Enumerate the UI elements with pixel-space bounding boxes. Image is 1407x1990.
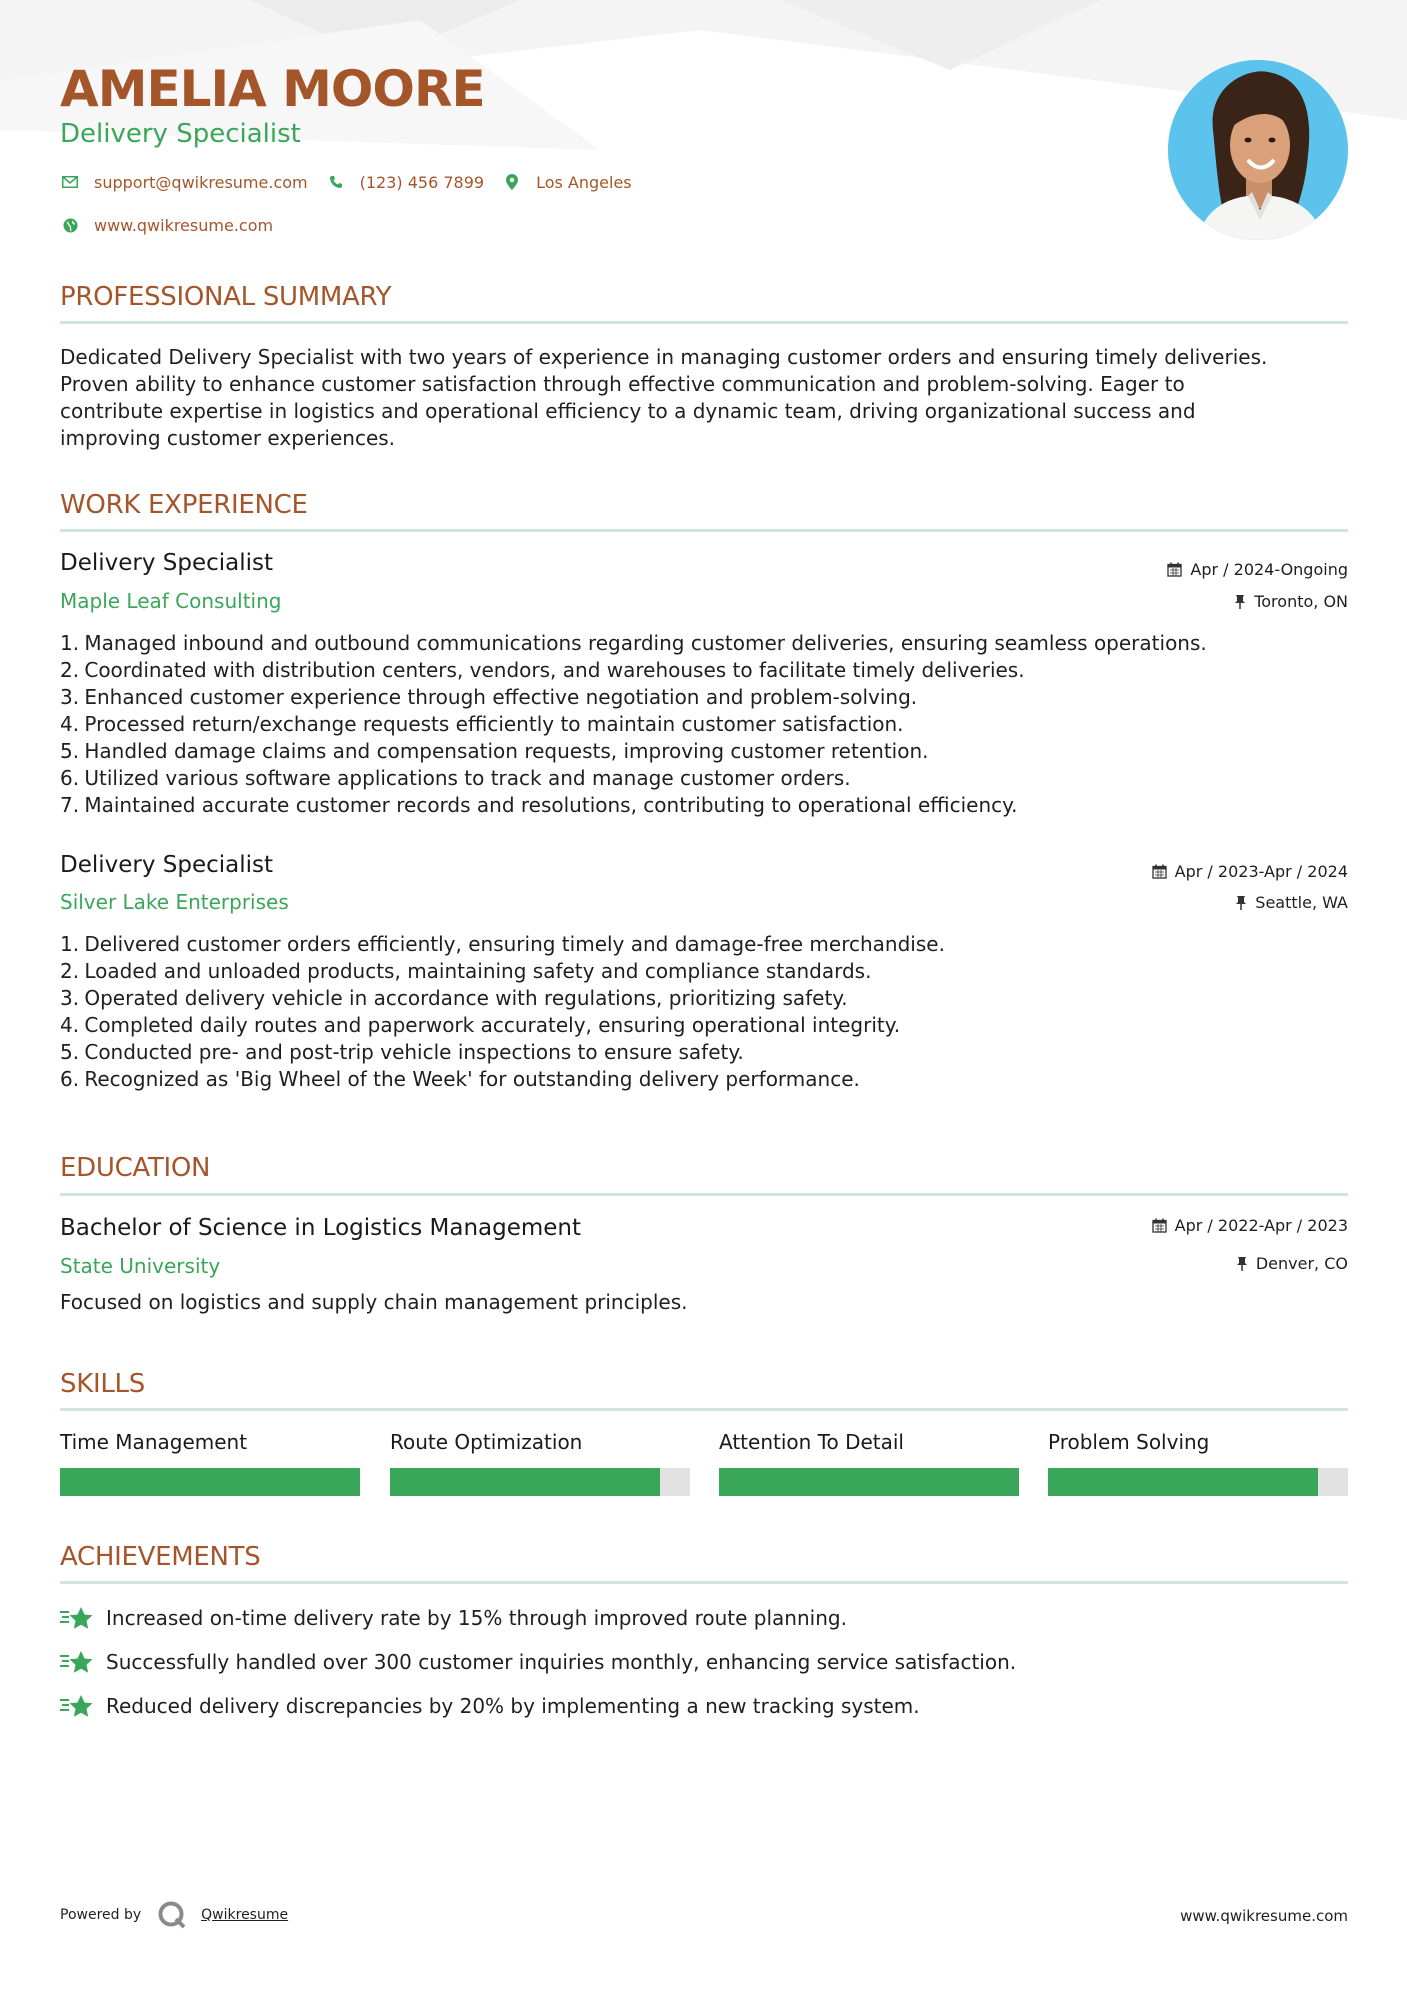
profile-photo [1168,60,1348,240]
qwikresume-link[interactable]: Qwikresume [201,1907,289,1923]
achievement-item [60,1605,847,1631]
job-bullets [60,630,1348,819]
job-location-text: Toronto, ON [1254,592,1348,611]
section-divider [60,1193,1348,1196]
section-divider [60,529,1348,532]
phone-text: (123) 456 7899 [359,172,485,192]
location-text: Los Angeles [536,172,632,192]
achievement-text: Reduced delivery discrepancies by 20% by implementing a new tracking system. [106,1694,920,1718]
school-name: State University [60,1254,221,1278]
achievement-item [60,1649,1016,1675]
skill-item [390,1430,690,1454]
qwikresume-logo-icon [157,1900,187,1930]
section-title-skills: SKILLS [60,1369,145,1399]
job-title: Delivery Specialist [60,852,274,878]
skill-label: Route Optimization [390,1430,583,1454]
pushpin-icon [1234,594,1246,610]
job-location [1234,592,1348,611]
education-location-text: Denver, CO [1255,1254,1348,1273]
contact-row-secondary [60,215,291,235]
website-link[interactable]: www.qwikresume.com [94,215,274,235]
section-title-education: EDUCATION [60,1153,211,1183]
footer-website-link[interactable]: www.qwikresume.com [1180,1907,1348,1925]
skill-bar-track [60,1468,360,1496]
contact-row-primary [60,172,650,192]
skill-bar-track [1048,1468,1348,1496]
star-badge-icon [60,1605,96,1631]
education-dates [1152,1216,1348,1235]
star-badge-icon [60,1693,96,1719]
candidate-role: Delivery Specialist [60,119,301,149]
section-title-summary: PROFESSIONAL SUMMARY [60,282,392,312]
calendar-icon [1152,864,1167,879]
pushpin-icon [1236,1256,1248,1272]
list-item: 7. Maintained accurate customer records and resolutions, contributing to operational efficiency. [60,793,1018,817]
summary-line: contribute expertise in logistics and operational efficiency to a dynamic team, driving organizational success and [60,399,1196,423]
email-link[interactable]: support@qwikresume.com [94,172,308,192]
resume-page [60,0,1348,1990]
skill-label: Time Management [60,1430,248,1454]
skill-item [60,1430,360,1454]
skill-item [1048,1430,1348,1454]
skill-bar-fill [1048,1468,1318,1496]
summary-line: Proven ability to enhance customer satisfaction through effective communication and problem-solving. Eager to [60,372,1185,396]
achievement-text: Increased on-time delivery rate by 15% through improved route planning. [106,1606,847,1630]
section-title-achievements: ACHIEVEMENTS [60,1542,261,1572]
job-dates [1152,862,1348,881]
company-name: Silver Lake Enterprises [60,890,289,914]
list-item: 6. Utilized various software applications to track and manage customer orders. [60,766,851,790]
list-item: 4. Completed daily routes and paperwork accurately, ensuring operational integrity. [60,1013,901,1037]
list-item: 4. Processed return/exchange requests efficiently to maintain customer satisfaction. [60,712,904,736]
list-item: 6. Recognized as 'Big Wheel of the Week' for outstanding delivery performance. [60,1067,860,1091]
skill-bar-fill [719,1468,1019,1496]
company-name: Maple Leaf Consulting [60,589,282,613]
skill-item [719,1430,1019,1454]
job-location-text: Seattle, WA [1255,893,1348,912]
education-location [1236,1254,1348,1273]
map-pin-icon [502,172,522,192]
summary-paragraph [60,344,1348,452]
envelope-icon [60,172,80,192]
skill-bar-track [390,1468,690,1496]
degree-title: Bachelor of Science in Logistics Management [60,1215,582,1241]
list-item: 5. Handled damage claims and compensation requests, improving customer retention. [60,739,929,763]
section-divider [60,1581,1348,1584]
list-item: 3. Operated delivery vehicle in accordance with regulations, prioritizing safety. [60,986,848,1010]
phone-icon [326,172,346,192]
list-item: 5. Conducted pre- and post-trip vehicle inspections to ensure safety. [60,1040,744,1064]
pushpin-icon [1235,895,1247,911]
list-item: 3. Enhanced customer experience through effective negotiation and problem-solving. [60,685,918,709]
skill-label: Problem Solving [1048,1430,1210,1454]
education-dates-text: Apr / 2022-Apr / 2023 [1174,1216,1348,1235]
candidate-name: AMELIA MOORE [60,60,485,118]
skill-bar-track [719,1468,1019,1496]
skill-bar-fill [390,1468,660,1496]
job-location [1235,893,1348,912]
job-bullets [60,931,1348,1093]
globe-icon [60,215,80,235]
section-divider [60,321,1348,324]
job-dates [1167,560,1348,579]
star-badge-icon [60,1649,96,1675]
list-item: 1. Delivered customer orders efficiently, ensuring timely and damage-free merchandise. [60,932,945,956]
achievement-item [60,1693,920,1719]
job-title: Delivery Specialist [60,550,274,576]
summary-line: improving customer experiences. [60,426,396,450]
list-item: 2. Loaded and unloaded products, maintaining safety and compliance standards. [60,959,872,983]
job-dates-text: Apr / 2023-Apr / 2024 [1174,862,1348,881]
powered-by-label: Powered by [60,1907,142,1923]
section-divider [60,1408,1348,1411]
summary-line: Dedicated Delivery Specialist with two years of experience in managing customer orders and ensuring timely deliveries. [60,345,1268,369]
education-description: Focused on logistics and supply chain management principles. [60,1290,688,1314]
footer-powered-by [60,1900,288,1930]
skill-bar-fill [60,1468,360,1496]
list-item: 1. Managed inbound and outbound communications regarding customer deliveries, ensuring seamless operations. [60,631,1207,655]
calendar-icon [1152,1218,1167,1233]
achievement-text: Successfully handled over 300 customer inquiries monthly, enhancing service satisfaction. [106,1650,1017,1674]
section-title-experience: WORK EXPERIENCE [60,490,308,520]
calendar-icon [1167,562,1182,577]
skill-label: Attention To Detail [719,1430,904,1454]
job-dates-text: Apr / 2024-Ongoing [1190,560,1348,579]
list-item: 2. Coordinated with distribution centers, vendors, and warehouses to facilitate timely deliveries. [60,658,1025,682]
